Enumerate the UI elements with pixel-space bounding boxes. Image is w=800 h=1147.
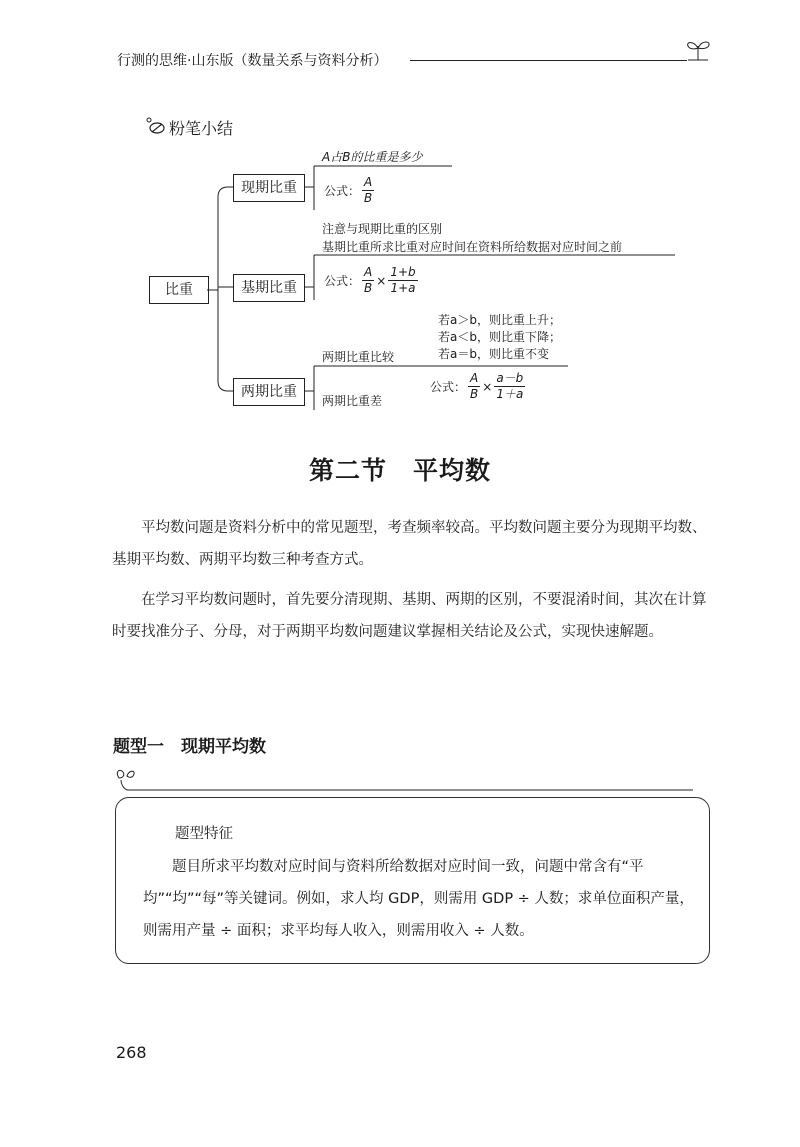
branch-current-box: 现期比重 (233, 174, 305, 202)
base-formula: 公式： $\frac{A}{B}$ × $\frac{1+b}{1+a}$ (324, 265, 416, 295)
current-formula: 公式： $\frac{A}{B}$ (324, 175, 373, 205)
section-title: 第二节 平均数 (308, 456, 491, 485)
cond-2: 若a＜b，则比重下降； (438, 330, 561, 344)
branch-base-box: 基期比重 (233, 274, 305, 302)
feature-box-decoration (113, 766, 713, 800)
branch-two-period-box: 两期比重 (233, 378, 305, 406)
current-note: A占B的比重是多少 (322, 150, 423, 164)
base-note-1: 注意与现期比重的区别 (322, 222, 443, 236)
formula-label: 公式： (324, 184, 361, 198)
paragraph-2: 在学习平均数问题时，首先要分清现期、基期、两期的区别，不要混淆时间，其次在计算时要找准分子、分母，对于两期平均数问题建议掌握相关结论及公式，实现快速解题。 (112, 592, 707, 640)
feature-text: 题目所求平均数对应时间与资料所给数据对应时间一致，问题中常含有“平均”“均”“每”等关键词。例如，求人均 GDP，则需用 GDP ÷ 人数；求单位面积产量，则需用产量 ÷ 面积；求平均每人收入，则需用收入 ÷ 人数。 (143, 859, 694, 939)
paragraph-1: 平均数问题是资料分析中的常见题型，考查频率较高。平均数问题主要分为现期平均数、基期平均数、两期平均数三种考查方式。 (112, 520, 707, 568)
type-title: 题型一 现期平均数 (113, 737, 266, 757)
running-head: 行测的思维·山东版（数量关系与资料分析） (117, 53, 388, 69)
feature-label: 题型特征 (175, 826, 233, 842)
two-period-formula: 公式： $\frac{A}{B}$ × $\frac{a-b}{1+a}$ (430, 371, 524, 401)
page-number: 268 (116, 1043, 147, 1062)
cond-3: 若a＝b，则比重不变 (438, 347, 549, 361)
summary-title: 粉笔小结 (169, 119, 234, 138)
cond-1: 若a＞b，则比重上升； (438, 313, 561, 327)
root-box: 比重 (149, 276, 209, 304)
two-period-diff: 两期比重差 (322, 394, 383, 408)
base-note-2: 基期比重所求比重对应时间在资料所给数据对应时间之前 (322, 240, 623, 254)
two-period-compare: 两期比重比较 (322, 350, 395, 364)
